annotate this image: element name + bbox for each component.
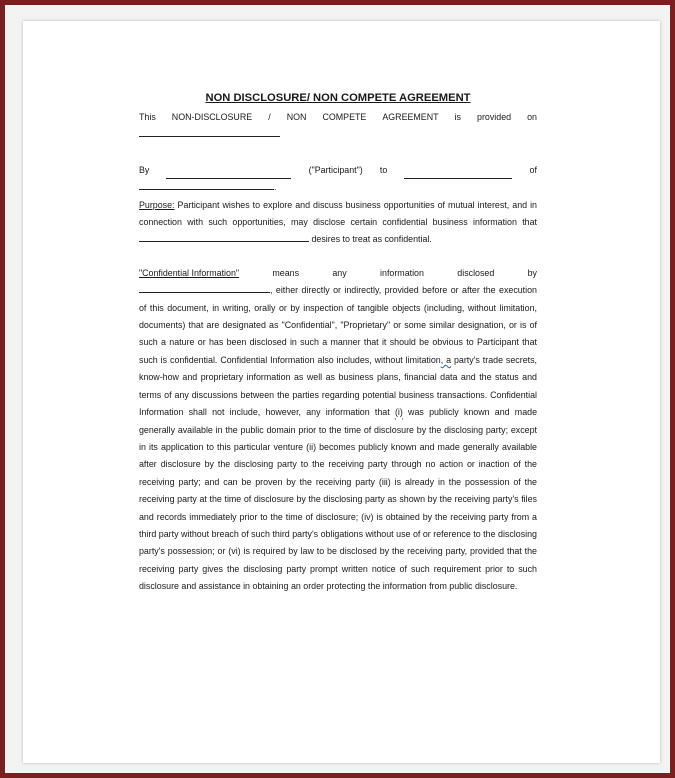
spacer [139,249,537,265]
conf-word: means [272,267,300,278]
by-name-blank[interactable] [166,168,291,179]
company-blank[interactable] [139,179,277,193]
conf-word: by [527,267,537,278]
intro-word: NON-DISCLOSURE [171,112,253,122]
by-line [139,162,537,179]
to-name-blank[interactable] [404,168,512,179]
period: . [274,182,277,193]
purpose-text-2: desires to treat as confidential. [311,234,432,245]
confidential-paragraph [139,282,537,595]
date-blank-line [139,126,537,143]
to-label: to [379,164,388,175]
intro-word: provided [477,112,512,122]
intro-word: AGREEMENT [382,112,439,122]
document-body [139,89,537,596]
confidential-text-3: was publicly known and made generally available in the public domain prior to the time of disclosure by the disclosing party; except in its application to this particular venture (ii) becomes publicly known and made generally available after disclosure by the disclosing party to the receiving party through no action or inaction of the receiving party; and can be proven by the receiving party (iii) is already in the possession of the receiving party at the time of disclosure by the disclosing party as shown by the receiving party's files and records immediately prior to the time of disclosure; (iv) is obtained by the receiving party from a third party without breach of such third party's obligations without use of or reference to the disclosing party's possession; or (vi) is required by law to be disclosed by the receiving party, provided that the receiving party gives the disclosing party prompt written notice of such requirement prior to such disclosure and assistance in obtaining an order protecting the information from public disclosure. [139,407,538,592]
disclosing-party-blank[interactable] [139,282,270,293]
intro-line [139,109,537,126]
intro-word: COMPETE [322,112,367,122]
conf-word: information [380,267,424,278]
confidential-heading: "Confidential Information" [139,267,240,278]
intro-word: on [527,112,537,122]
conf-word: disclosed [457,267,495,278]
purpose-paragraph [139,197,537,249]
conf-word: any [332,267,347,278]
company-blank-line [139,179,537,196]
marker-i: (i) [394,407,403,418]
participant-label: ("Participant") [308,164,363,175]
purpose-heading: Purpose: [139,199,175,210]
date-blank[interactable] [139,126,280,137]
intro-word: is [454,112,461,122]
by-label: By [139,164,150,175]
intro-word: NON [286,112,307,122]
spelling-squiggle: , a [440,354,452,365]
purpose-text-1: Participant wishes to explore and discuss business opportunities of mutual interest, and in connection with such opportunities, may disclose certain confidential business information that [139,199,537,228]
confidential-text-2: party's trade secrets, know-how and proprietary information as well as business plans, financial data and the status and terms of any discussions between the parties regarding potential business transactions. Confidential Information shall not include, however, any information that [139,354,538,418]
document-title: NON DISCLOSURE/ NON COMPETE AGREEMENT [205,92,471,104]
intro-word: / [268,112,271,122]
company-name-blank[interactable] [139,231,309,242]
intro-word: This [139,112,156,122]
document-page [23,21,660,763]
confidential-first-line [139,265,537,282]
confidential-text-1: , either directly or indirectly, provided before or after the execution of this document, in writing, orally or by inspection of tangible objects (including, without limitation, documents) that are designated as "Confidential", "Proprietary" or some similar designation, or is of such a nature or has been disclosed in such a manner that it should be obvious to Participant that such is confidential. Confidential Information also includes, without limitation [139,285,537,365]
of-label: of [529,164,537,175]
spacer [139,144,537,162]
